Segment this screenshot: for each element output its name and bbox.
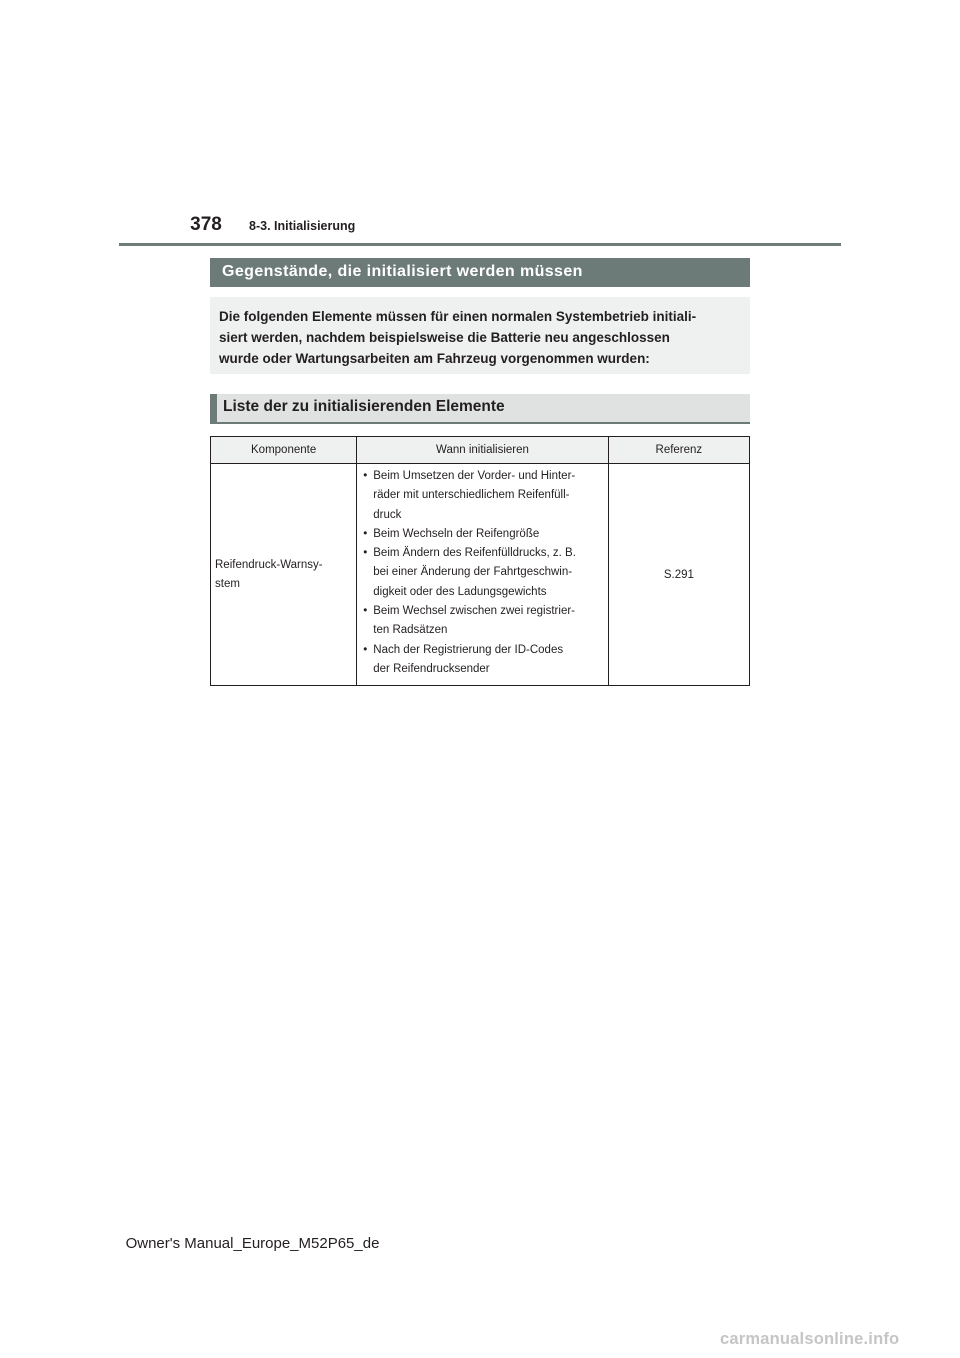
list-item <box>363 641 599 680</box>
list-line: Nach der Registrierung der ID-Codes <box>373 643 564 656</box>
intro-line: Die folgenden Elemente müssen für einen normalen Systembetrieb initiali- <box>219 309 697 324</box>
bullet-icon: • <box>363 605 368 618</box>
section-label: 8-3. Initialisierung <box>249 219 356 233</box>
column-header-component: Komponente <box>211 437 357 464</box>
list-item <box>363 602 599 641</box>
table-header-row <box>211 437 750 464</box>
when-list <box>363 467 599 679</box>
intro-line: siert werden, nachdem beispielsweise die Batterie neu angeschlossen <box>219 330 670 345</box>
list-line: der Reifendrucksender <box>373 662 490 675</box>
bullet-icon: • <box>363 643 368 656</box>
component-cell <box>211 464 357 686</box>
component-line: stem <box>215 577 240 590</box>
list-line: bei einer Änderung der Fahrtgeschwin- <box>373 566 573 579</box>
bullet-icon: • <box>363 527 368 540</box>
list-line: Beim Wechsel zwischen zwei registrier- <box>373 605 575 618</box>
bullet-icon: • <box>363 547 368 560</box>
list-line: Beim Umsetzen der Vorder- und Hinter- <box>373 470 576 482</box>
list-line: digkeit oder des Ladungsgewichts <box>373 585 547 598</box>
page-number: 378 <box>190 214 222 235</box>
list-line: Beim Wechseln der Reifengröße <box>373 527 540 540</box>
list-line: Beim Ändern des Reifenfülldrucks, z. B. <box>373 547 576 560</box>
footer-manual-id: Owner's Manual_Europe_M52P65_de <box>125 1235 380 1252</box>
subsection-heading: Liste der zu initialisierenden Elemente <box>210 394 750 424</box>
list-line: druck <box>373 508 402 521</box>
table-row <box>211 464 750 686</box>
list-item <box>363 525 599 544</box>
component-line: Reifendruck-Warnsy- <box>215 558 323 571</box>
reference-cell: S.291 <box>608 464 749 686</box>
column-header-when: Wann initialisieren <box>357 437 608 464</box>
intro-paragraph <box>210 297 750 374</box>
initialization-table <box>210 436 750 686</box>
column-header-reference: Referenz <box>608 437 749 464</box>
when-cell <box>357 464 608 686</box>
list-line: ten Radsätzen <box>373 624 448 637</box>
intro-line: wurde oder Wartungsarbeiten am Fahrzeug vorgenommen wurden: <box>219 351 650 366</box>
header-divider <box>119 243 841 246</box>
watermark: carmanualsonline.info <box>720 1330 900 1348</box>
list-item <box>363 544 599 602</box>
list-line: räder mit unterschiedlichem Reifenfüll- <box>373 489 570 502</box>
bullet-icon: • <box>363 470 368 482</box>
section-title: Gegenstände, die initialisiert werden müssen <box>210 258 750 287</box>
list-item <box>363 467 599 525</box>
